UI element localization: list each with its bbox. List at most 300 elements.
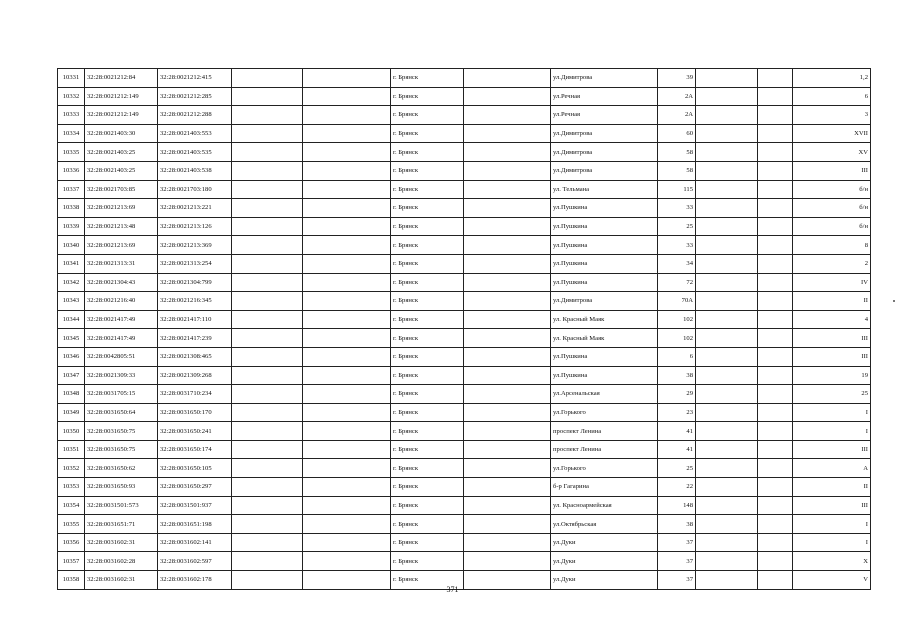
street-cell: ул.Пушкина: [551, 199, 658, 218]
street-cell: ул.Дуки: [551, 533, 658, 552]
table-row: [58, 422, 871, 441]
house-number-cell: 41: [658, 440, 696, 459]
row-number-cell: 10358: [58, 571, 85, 590]
house-number-cell: 39: [658, 69, 696, 88]
object-cadastral-number-cell: 32:28:0021309:268: [158, 366, 232, 385]
empty-cell: [232, 478, 303, 497]
empty-cell: [758, 292, 793, 311]
empty-cell: [464, 254, 551, 273]
house-number-cell: 37: [658, 571, 696, 590]
empty-cell: [303, 236, 391, 255]
row-number-cell: 10346: [58, 347, 85, 366]
table-body: [58, 69, 871, 590]
empty-cell: [303, 403, 391, 422]
empty-cell: [696, 552, 758, 571]
row-number-cell: 10332: [58, 87, 85, 106]
empty-cell: [464, 347, 551, 366]
row-number-cell: 10353: [58, 478, 85, 497]
empty-cell: [696, 143, 758, 162]
table-row: [58, 385, 871, 404]
house-number-cell: 34: [658, 254, 696, 273]
empty-cell: [232, 347, 303, 366]
empty-cell: [758, 403, 793, 422]
empty-cell: [696, 69, 758, 88]
city-cell: г. Брянск: [391, 180, 464, 199]
cadastral-number-cell: 32:28:0021212:84: [85, 69, 158, 88]
empty-cell: [232, 161, 303, 180]
house-number-cell: 102: [658, 310, 696, 329]
empty-cell: [303, 347, 391, 366]
cadastral-number-cell: 32:28:0021304:43: [85, 273, 158, 292]
empty-cell: [758, 199, 793, 218]
row-number-cell: 10337: [58, 180, 85, 199]
empty-cell: [464, 87, 551, 106]
object-cadastral-number-cell: 32:28:0031501:937: [158, 496, 232, 515]
object-cadastral-number-cell: 32:28:0021703:180: [158, 180, 232, 199]
table-row: [58, 366, 871, 385]
empty-cell: [232, 403, 303, 422]
object-cadastral-number-cell: 32:28:0031602:141: [158, 533, 232, 552]
empty-cell: [464, 292, 551, 311]
empty-cell: [464, 273, 551, 292]
row-number-cell: 10344: [58, 310, 85, 329]
city-cell: г. Брянск: [391, 533, 464, 552]
empty-cell: [758, 366, 793, 385]
house-number-cell: 37: [658, 533, 696, 552]
premises-number-cell: V: [793, 571, 871, 590]
premises-number-cell: X: [793, 552, 871, 571]
city-cell: г. Брянск: [391, 69, 464, 88]
row-number-cell: 10334: [58, 124, 85, 143]
row-number-cell: 10347: [58, 366, 85, 385]
empty-cell: [303, 87, 391, 106]
cadastral-number-cell: 32:28:0031651:71: [85, 515, 158, 534]
object-cadastral-number-cell: 32:28:0021403:538: [158, 161, 232, 180]
empty-cell: [696, 403, 758, 422]
object-cadastral-number-cell: 32:28:0031650:105: [158, 459, 232, 478]
page-number: 371: [446, 585, 459, 594]
house-number-cell: 37: [658, 552, 696, 571]
house-number-cell: 25: [658, 459, 696, 478]
table-row: [58, 87, 871, 106]
empty-cell: [464, 478, 551, 497]
premises-number-cell: II: [793, 478, 871, 497]
object-cadastral-number-cell: 32:28:0031650:241: [158, 422, 232, 441]
premises-number-cell: III: [793, 329, 871, 348]
empty-cell: [758, 496, 793, 515]
scan-speck: [893, 300, 895, 302]
table-row: [58, 217, 871, 236]
table-row: [58, 459, 871, 478]
city-cell: г. Брянск: [391, 124, 464, 143]
empty-cell: [303, 124, 391, 143]
house-number-cell: 38: [658, 515, 696, 534]
empty-cell: [758, 143, 793, 162]
house-number-cell: 102: [658, 329, 696, 348]
empty-cell: [464, 440, 551, 459]
house-number-cell: 29: [658, 385, 696, 404]
empty-cell: [696, 515, 758, 534]
premises-number-cell: III: [793, 347, 871, 366]
empty-cell: [464, 459, 551, 478]
street-cell: ул.Пушкина: [551, 347, 658, 366]
premises-number-cell: II: [793, 292, 871, 311]
empty-cell: [232, 329, 303, 348]
city-cell: г. Брянск: [391, 310, 464, 329]
table-row: [58, 199, 871, 218]
empty-cell: [696, 254, 758, 273]
street-cell: ул.Горького: [551, 403, 658, 422]
empty-cell: [303, 385, 391, 404]
city-cell: г. Брянск: [391, 347, 464, 366]
city-cell: г. Брянск: [391, 478, 464, 497]
empty-cell: [464, 180, 551, 199]
street-cell: ул.Арсенальская: [551, 385, 658, 404]
empty-cell: [696, 440, 758, 459]
cadastral-number-cell: 32:28:0021403:25: [85, 161, 158, 180]
empty-cell: [232, 124, 303, 143]
street-cell: ул.Пушкина: [551, 254, 658, 273]
table-row: [58, 552, 871, 571]
row-number-cell: 10350: [58, 422, 85, 441]
premises-number-cell: III: [793, 161, 871, 180]
row-number-cell: 10345: [58, 329, 85, 348]
empty-cell: [758, 329, 793, 348]
empty-cell: [758, 87, 793, 106]
cadastral-number-cell: 32:28:0021417:49: [85, 310, 158, 329]
empty-cell: [232, 440, 303, 459]
cadastral-number-cell: 32:28:0021216:40: [85, 292, 158, 311]
street-cell: б-р Гагарина: [551, 478, 658, 497]
row-number-cell: 10340: [58, 236, 85, 255]
empty-cell: [464, 161, 551, 180]
object-cadastral-number-cell: 32:28:0031710:234: [158, 385, 232, 404]
empty-cell: [303, 273, 391, 292]
street-cell: проспект Ленина: [551, 422, 658, 441]
house-number-cell: 41: [658, 422, 696, 441]
row-number-cell: 10348: [58, 385, 85, 404]
table-row: [58, 347, 871, 366]
house-number-cell: 2А: [658, 87, 696, 106]
house-number-cell: 148: [658, 496, 696, 515]
house-number-cell: 33: [658, 236, 696, 255]
row-number-cell: 10343: [58, 292, 85, 311]
empty-cell: [303, 459, 391, 478]
city-cell: г. Брянск: [391, 217, 464, 236]
empty-cell: [303, 533, 391, 552]
cadastral-number-cell: 32:28:0021417:49: [85, 329, 158, 348]
row-number-cell: 10355: [58, 515, 85, 534]
city-cell: г. Брянск: [391, 254, 464, 273]
table-row: [58, 180, 871, 199]
city-cell: г. Брянск: [391, 292, 464, 311]
row-number-cell: 10342: [58, 273, 85, 292]
city-cell: г. Брянск: [391, 422, 464, 441]
empty-cell: [232, 143, 303, 162]
object-cadastral-number-cell: 32:28:0021213:221: [158, 199, 232, 218]
house-number-cell: 25: [658, 217, 696, 236]
city-cell: г. Брянск: [391, 236, 464, 255]
row-number-cell: 10338: [58, 199, 85, 218]
premises-number-cell: б/н: [793, 180, 871, 199]
empty-cell: [303, 329, 391, 348]
empty-cell: [232, 515, 303, 534]
object-cadastral-number-cell: 32:28:0031602:597: [158, 552, 232, 571]
table-row: [58, 310, 871, 329]
empty-cell: [696, 273, 758, 292]
empty-cell: [758, 161, 793, 180]
house-number-cell: 22: [658, 478, 696, 497]
premises-number-cell: XVII: [793, 124, 871, 143]
city-cell: г. Брянск: [391, 161, 464, 180]
street-cell: проспект Ленина: [551, 440, 658, 459]
cadastral-number-cell: 32:28:0021213:48: [85, 217, 158, 236]
empty-cell: [758, 459, 793, 478]
empty-cell: [758, 124, 793, 143]
city-cell: г. Брянск: [391, 440, 464, 459]
empty-cell: [464, 124, 551, 143]
cadastral-number-cell: 32:28:0021213:69: [85, 236, 158, 255]
street-cell: ул.Димитрова: [551, 124, 658, 143]
empty-cell: [758, 106, 793, 125]
table-row: [58, 440, 871, 459]
empty-cell: [232, 236, 303, 255]
cadastral-number-cell: 32:28:0031650:62: [85, 459, 158, 478]
cadastral-number-cell: 32:28:0031501:573: [85, 496, 158, 515]
empty-cell: [758, 347, 793, 366]
street-cell: ул.Октябрьская: [551, 515, 658, 534]
object-cadastral-number-cell: 32:28:0021213:126: [158, 217, 232, 236]
cadastral-number-cell: 32:28:0021313:31: [85, 254, 158, 273]
empty-cell: [464, 69, 551, 88]
table-row: [58, 292, 871, 311]
cadastral-number-cell: 32:28:0031650:75: [85, 440, 158, 459]
city-cell: г. Брянск: [391, 143, 464, 162]
empty-cell: [758, 440, 793, 459]
street-cell: ул. Тельмана: [551, 180, 658, 199]
house-number-cell: 33: [658, 199, 696, 218]
street-cell: ул.Дуки: [551, 571, 658, 590]
premises-number-cell: б/н: [793, 199, 871, 218]
empty-cell: [696, 478, 758, 497]
cadastral-number-cell: 32:28:0021403:25: [85, 143, 158, 162]
house-number-cell: 58: [658, 161, 696, 180]
cadastral-number-cell: 32:28:0031705:15: [85, 385, 158, 404]
object-cadastral-number-cell: 32:28:0021313:254: [158, 254, 232, 273]
table-row: [58, 403, 871, 422]
street-cell: ул.Димитрова: [551, 69, 658, 88]
empty-cell: [464, 217, 551, 236]
empty-cell: [303, 254, 391, 273]
cadastral-number-cell: 32:28:0021212:149: [85, 87, 158, 106]
empty-cell: [303, 143, 391, 162]
empty-cell: [758, 236, 793, 255]
empty-cell: [696, 217, 758, 236]
table-row: [58, 106, 871, 125]
table-row: [58, 515, 871, 534]
premises-number-cell: III: [793, 440, 871, 459]
empty-cell: [232, 87, 303, 106]
city-cell: г. Брянск: [391, 459, 464, 478]
row-number-cell: 10333: [58, 106, 85, 125]
cadastral-number-cell: 32:28:0031602:31: [85, 533, 158, 552]
empty-cell: [303, 440, 391, 459]
street-cell: ул. Красноармейская: [551, 496, 658, 515]
premises-number-cell: XV: [793, 143, 871, 162]
premises-number-cell: I: [793, 403, 871, 422]
table-row: [58, 254, 871, 273]
empty-cell: [758, 310, 793, 329]
premises-number-cell: III: [793, 496, 871, 515]
empty-cell: [464, 552, 551, 571]
empty-cell: [696, 199, 758, 218]
empty-cell: [464, 422, 551, 441]
empty-cell: [758, 273, 793, 292]
street-cell: ул.Горького: [551, 459, 658, 478]
house-number-cell: 72: [658, 273, 696, 292]
cadastral-number-cell: 32:28:0021403:30: [85, 124, 158, 143]
empty-cell: [758, 180, 793, 199]
object-cadastral-number-cell: 32:28:0021403:553: [158, 124, 232, 143]
empty-cell: [464, 403, 551, 422]
street-cell: ул.Пушкина: [551, 217, 658, 236]
house-number-cell: 38: [658, 366, 696, 385]
empty-cell: [758, 385, 793, 404]
empty-cell: [464, 515, 551, 534]
empty-cell: [303, 161, 391, 180]
object-cadastral-number-cell: 32:28:0021304:799: [158, 273, 232, 292]
cadastral-number-cell: 32:28:0031650:93: [85, 478, 158, 497]
house-number-cell: 115: [658, 180, 696, 199]
city-cell: г. Брянск: [391, 552, 464, 571]
empty-cell: [696, 310, 758, 329]
cadastral-number-cell: 32:28:0021309:33: [85, 366, 158, 385]
empty-cell: [232, 217, 303, 236]
object-cadastral-number-cell: 32:28:0021417:110: [158, 310, 232, 329]
empty-cell: [303, 292, 391, 311]
empty-cell: [696, 292, 758, 311]
empty-cell: [758, 515, 793, 534]
empty-cell: [232, 496, 303, 515]
empty-cell: [758, 69, 793, 88]
street-cell: ул.Димитрова: [551, 143, 658, 162]
object-cadastral-number-cell: 32:28:0021213:369: [158, 236, 232, 255]
cadastral-number-cell: 32:28:0031650:64: [85, 403, 158, 422]
empty-cell: [232, 422, 303, 441]
table-row: [58, 161, 871, 180]
premises-number-cell: I: [793, 422, 871, 441]
city-cell: г. Брянск: [391, 496, 464, 515]
empty-cell: [232, 180, 303, 199]
object-cadastral-number-cell: 32:28:0031650:174: [158, 440, 232, 459]
table-row: [58, 236, 871, 255]
empty-cell: [696, 87, 758, 106]
empty-cell: [464, 366, 551, 385]
table-row: [58, 496, 871, 515]
empty-cell: [758, 217, 793, 236]
street-cell: ул.Димитрова: [551, 292, 658, 311]
empty-cell: [303, 217, 391, 236]
row-number-cell: 10336: [58, 161, 85, 180]
empty-cell: [232, 552, 303, 571]
object-cadastral-number-cell: 32:28:0021216:345: [158, 292, 232, 311]
empty-cell: [758, 552, 793, 571]
row-number-cell: 10339: [58, 217, 85, 236]
city-cell: г. Брянск: [391, 273, 464, 292]
empty-cell: [758, 422, 793, 441]
street-cell: ул.Пушкина: [551, 273, 658, 292]
object-cadastral-number-cell: 32:28:0031650:170: [158, 403, 232, 422]
empty-cell: [758, 254, 793, 273]
empty-cell: [303, 515, 391, 534]
object-cadastral-number-cell: 32:28:0021212:285: [158, 87, 232, 106]
empty-cell: [232, 106, 303, 125]
empty-cell: [696, 124, 758, 143]
house-number-cell: 60: [658, 124, 696, 143]
empty-cell: [303, 552, 391, 571]
registry-table: [57, 68, 871, 590]
premises-number-cell: I: [793, 515, 871, 534]
premises-number-cell: 1,2: [793, 69, 871, 88]
empty-cell: [464, 385, 551, 404]
cadastral-number-cell: 32:28:0042805:51: [85, 347, 158, 366]
cadastral-number-cell: 32:28:0031602:28: [85, 552, 158, 571]
city-cell: г. Брянск: [391, 366, 464, 385]
city-cell: г. Брянск: [391, 106, 464, 125]
street-cell: ул.Речная: [551, 87, 658, 106]
row-number-cell: 10356: [58, 533, 85, 552]
object-cadastral-number-cell: 32:28:0031650:297: [158, 478, 232, 497]
empty-cell: [696, 236, 758, 255]
premises-number-cell: 2: [793, 254, 871, 273]
street-cell: ул.Пушкина: [551, 366, 658, 385]
premises-number-cell: А: [793, 459, 871, 478]
house-number-cell: 6: [658, 347, 696, 366]
empty-cell: [303, 310, 391, 329]
empty-cell: [303, 478, 391, 497]
row-number-cell: 10349: [58, 403, 85, 422]
empty-cell: [303, 106, 391, 125]
table-row: [58, 478, 871, 497]
empty-cell: [464, 199, 551, 218]
city-cell: г. Брянск: [391, 329, 464, 348]
empty-cell: [696, 329, 758, 348]
cadastral-number-cell: 32:28:0031602:31: [85, 571, 158, 590]
house-number-cell: 58: [658, 143, 696, 162]
empty-cell: [696, 385, 758, 404]
empty-cell: [232, 199, 303, 218]
empty-cell: [696, 180, 758, 199]
empty-cell: [464, 106, 551, 125]
table-row: [58, 329, 871, 348]
empty-cell: [232, 366, 303, 385]
row-number-cell: 10341: [58, 254, 85, 273]
empty-cell: [696, 347, 758, 366]
object-cadastral-number-cell: 32:28:0021308:465: [158, 347, 232, 366]
empty-cell: [696, 422, 758, 441]
empty-cell: [232, 69, 303, 88]
row-number-cell: 10331: [58, 69, 85, 88]
table-row: [58, 533, 871, 552]
empty-cell: [696, 459, 758, 478]
empty-cell: [303, 180, 391, 199]
empty-cell: [303, 366, 391, 385]
object-cadastral-number-cell: 32:28:0021417:239: [158, 329, 232, 348]
city-cell: г. Брянск: [391, 385, 464, 404]
object-cadastral-number-cell: 32:28:0021403:535: [158, 143, 232, 162]
empty-cell: [232, 533, 303, 552]
city-cell: г. Брянск: [391, 571, 464, 590]
